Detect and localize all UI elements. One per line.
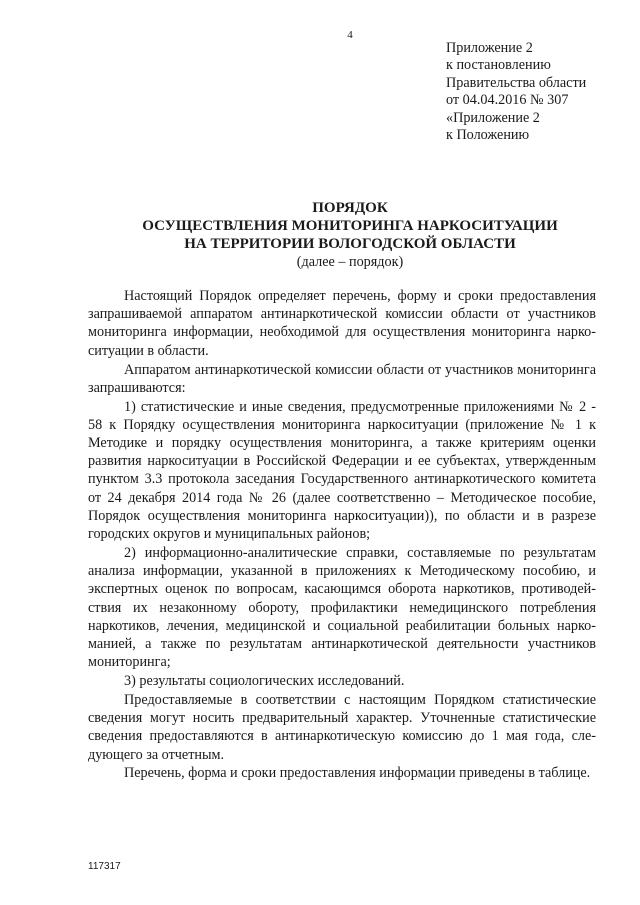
page-number: 4	[347, 29, 353, 41]
appendix-note-line: Приложение 2	[446, 40, 533, 56]
title-block	[0, 199, 640, 271]
appendix-note-line: к постановлению	[446, 57, 551, 74]
document-title-line-3: НА ТЕРРИТОРИИ ВОЛОГОДСКОЙ ОБЛАСТИ	[184, 236, 516, 252]
body-paragraph: 2) информационно-аналитические справки, составляемые по результатам анализа информации, указанной в приложениях к Методическому пособию, и экспертных оценок по вопросам, касающимся оборота наркотиков, противодействия их незаконному обороту, профилактики немедицинского потребления наркотиков, лечения, медицинской и социальной реабилитации больных наркоманией, а также по результатам антинаркотической деятельности участников мониторинга;	[88, 544, 596, 671]
body-paragraph: 1) статистические и иные сведения, предусмотренные приложениями № 2 - 58 к Порядку осуществления мониторинга наркоситуации (приложение № 1 к Методике и порядку осуществления мониторинга, а также критериям оценки развития наркоситуации в Российской Федерации и ее субъектах, утвержденным пунктом 3.3 протокола заседания Государственного антинаркотического комитета от 24 декабря 2014 года № 26 (далее соответственно – Методическое пособие, Порядок осуществления мониторинга наркоситуации)), по области и в разрезе городских округов и муниципальных районов;	[88, 398, 596, 543]
document-title-line-2: ОСУЩЕСТВЛЕНИЯ МОНИТОРИНГА НАРКОСИТУАЦИИ	[142, 218, 558, 234]
document-code: 117317	[88, 861, 121, 872]
document-title: ПОРЯДОК	[312, 200, 388, 216]
body-paragraph: Настоящий Порядок определяет перечень, форму и сроки предоставления запрашиваемой аппаратом антинаркотической комиссии области от участников мониторинга информации, необходимой для осуществления мониторинга наркоситуации в области.	[88, 288, 596, 359]
body-paragraph: 3) результаты социологических исследований.	[124, 673, 405, 690]
appendix-note-line: Правительства области	[446, 74, 587, 91]
document-body	[88, 287, 596, 783]
body-paragraph: Перечень, форма и сроки предоставления информации приведены в таблице.	[124, 765, 591, 782]
appendix-note-line: «Приложение 2	[446, 109, 540, 126]
document-subtitle: (далее – порядок)	[296, 254, 404, 270]
appendix-note	[446, 40, 586, 144]
appendix-note-line: от 04.04.2016 № 307	[446, 92, 569, 109]
body-paragraph: Аппаратом антинаркотической комиссии области от участников мониторинга запрашиваются:	[88, 361, 596, 396]
appendix-note-line: к Положению	[446, 127, 530, 144]
body-paragraph: Предоставляемые в соответствии с настоящим Порядком статистические сведения могут носить предварительный характер. Уточненные статистические сведения предоставляются в антинаркотическую комиссию до 1 мая года, следующего за отчетным.	[88, 691, 596, 763]
